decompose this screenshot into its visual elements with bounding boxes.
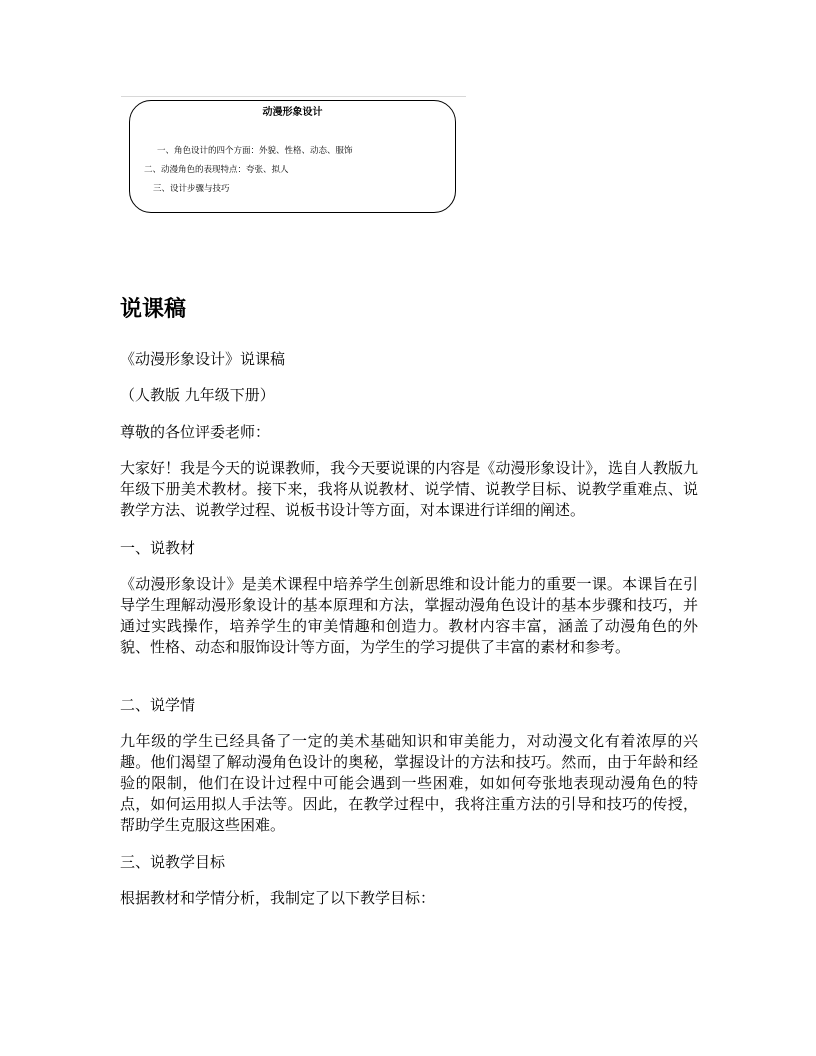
board-item: 三、设计步骤与技巧 — [153, 184, 230, 194]
section-heading-students: 二、说学情 — [120, 696, 196, 714]
board-item: 二、动漫角色的表现特点：夸张、拟人 — [144, 165, 289, 175]
objectives-intro-paragraph: 根据教材和学情分析，我制定了以下教学目标： — [120, 889, 436, 907]
edition-paragraph: （人教版 九年级下册） — [120, 386, 275, 404]
textbook-paragraph: 《动漫形象设计》是美术课程中培养学生创新思维和设计能力的重要一课。本课旨在引导学生理解动漫形象设计的基本原理和方法，掌握动漫角色设计的基本步骤和技巧，并通过实践操作，培养学生的审美情趣和创造力。教材内容丰富，涵盖了动漫角色的外貌、性格、动态和服饰设计等方面，为学生的学习提供了丰富的素材和参考。 — [120, 575, 698, 656]
board-item: 一、角色设计的四个方面：外貌、性格、动态、服饰 — [157, 146, 353, 156]
intro-paragraph: 大家好！我是今天的说课教师，我今天要说课的内容是《动漫形象设计》，选自人教版九年级下册美术教材。接下来，我将从说教材、说学情、说教学目标、说教学重难点、说教学方法、说教学过程、说板书设计等方面，对本课进行详细的阐述。 — [120, 459, 698, 519]
section-heading-textbook: 一、说教材 — [120, 539, 196, 557]
students-paragraph: 九年级的学生已经具备了一定的美术基础知识和审美能力，对动漫文化有着浓厚的兴趣。他们渴望了解动漫角色设计的奥秘，掌握设计的方法和技巧。然而，由于年龄和经验的限制，他们在设计过程中可能会遇到一些困难，如如何夸张地表现动漫角色的特点，如何运用拟人手法等。因此，在教学过程中，我将注重方法的引导和技巧的传授，帮助学生克服这些困难。 — [120, 732, 698, 834]
doc-title-paragraph: 《动漫形象设计》说课稿 — [120, 350, 286, 368]
page-heading: 说课稿 — [120, 297, 187, 322]
greeting-paragraph: 尊敬的各位评委老师： — [120, 423, 271, 441]
board-title: 动漫形象设计 — [262, 107, 323, 118]
blackboard-design-frame — [129, 100, 456, 213]
board-top-rule — [121, 96, 466, 97]
section-heading-objectives: 三、说教学目标 — [120, 853, 226, 871]
